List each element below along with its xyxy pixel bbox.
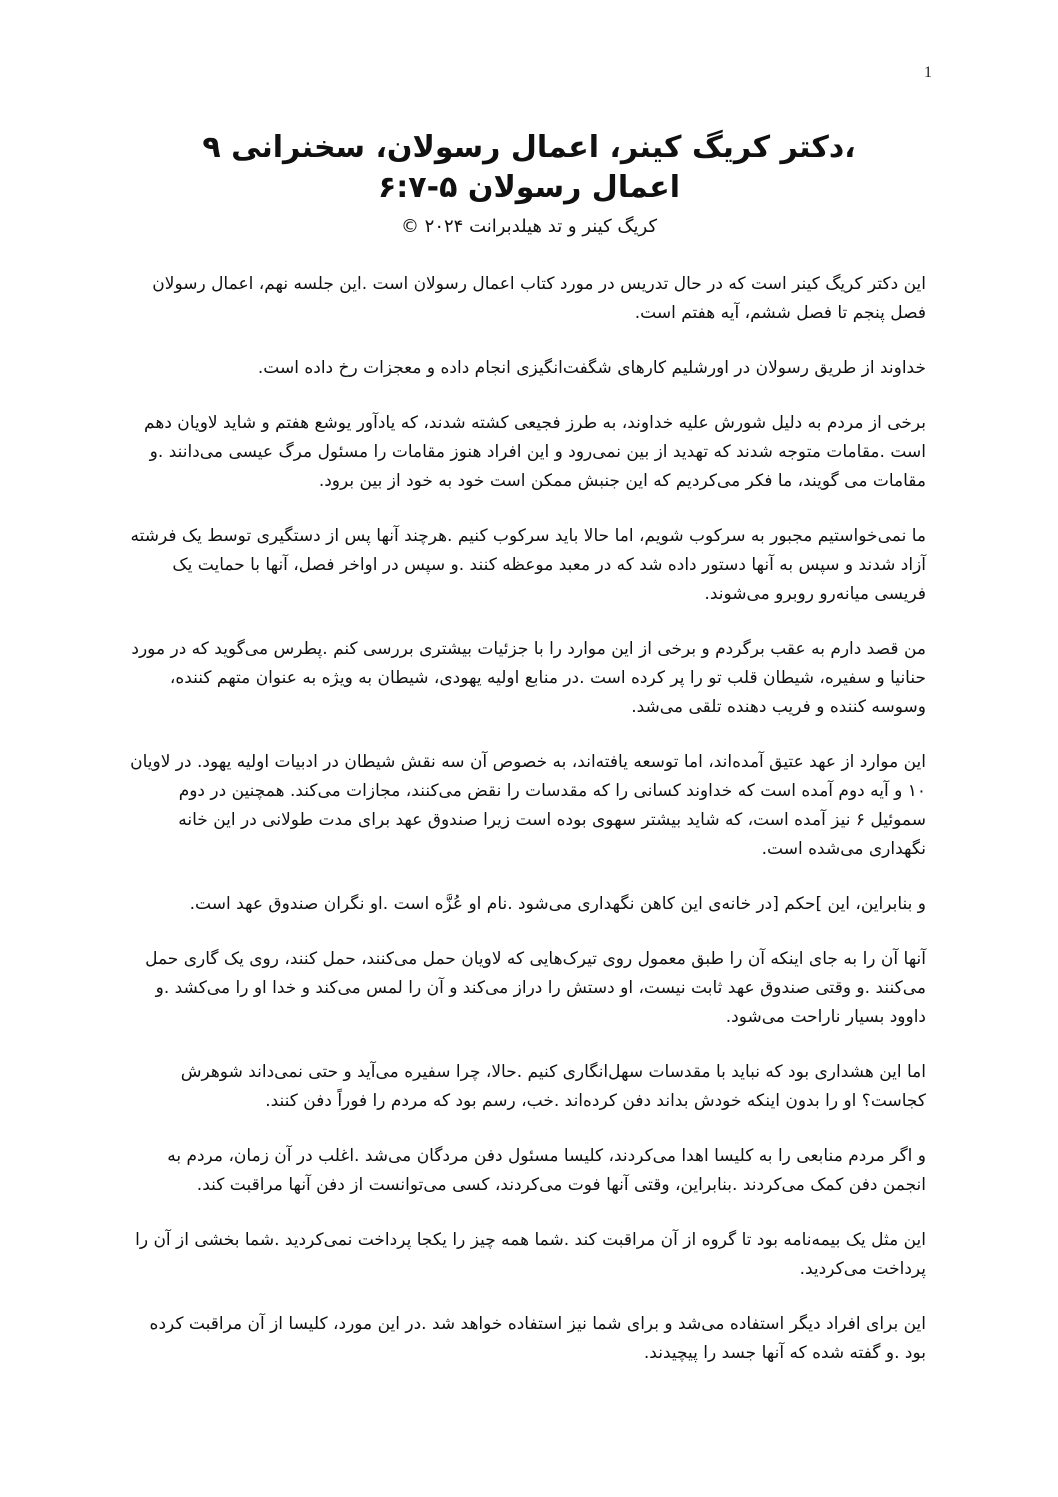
paragraph: ما نمی‌خواستیم مجبور به سرکوب شویم، اما حالا باید سرکوب کنیم .هرچند آنها پس از دستگیری توسط یک فرشته آزاد شدند و سپس به آنها دستور داده شد که در معبد موعظه کنند .و سپس در اواخر فصل، آنها با حمایت یک فریسی میانه‌رو روبرو می‌شوند. bbox=[130, 526, 926, 604]
body-text bbox=[126, 270, 926, 1394]
title-line-1: ،دکتر کریگ کینر، اعمال رسولان، سخنرانی ۹ bbox=[202, 130, 856, 165]
paragraph: من قصد دارم به عقب برگردم و برخی از این موارد را با جزئیات بیشتری بررسی کنم .پطرس می‌گوید که در مورد حنانیا و سفیره، شیطان قلب تو را پر کرده است .در منابع اولیه یهودی، شیطان به ویژه به عنوان متهم کننده، وسوسه کننده و فریب دهنده تلقی می‌شد. bbox=[131, 639, 926, 717]
paragraph: آنها آن را به جای اینکه آن را طبق معمول روی تیرک‌هایی که لاویان حمل می‌کنند، حمل کنند، روی یک گاری حمل می‌کنند .و وقتی صندوق عهد ثابت نیست، او دستش را دراز می‌کند و آن را لمس می‌کند و خدا او را می‌کشد .و داوود بسیار ناراحت می‌شود. bbox=[145, 949, 926, 1027]
paragraph: این برای افراد دیگر استفاده می‌شد و برای شما نیز استفاده خواهد شد .در این مورد، کلیسا از آن مراقبت کرده بود .و گفته شده که آنها جسد را پیچیدند. bbox=[149, 1314, 926, 1363]
paragraph: خداوند از طریق رسولان در اورشلیم کارهای شگفت‌انگیزی انجام داده و معجزات رخ داده است. bbox=[257, 358, 926, 378]
paragraph: این مثل یک بیمه‌نامه بود تا گروه از آن مراقبت کند .شما همه چیز را یکجا پرداخت نمی‌کردید .شما بخشی از آن را پرداخت می‌کردید. bbox=[135, 1230, 926, 1279]
paragraph: و بنابراین، این ]حکم [در خانه‌ی این کاهن نگهداری می‌شود .نام او عُزَّه است .او نگران صندوق عهد است. bbox=[189, 894, 926, 914]
paragraph: اما این هشداری بود که نباید با مقدسات سهل‌انگاری کنیم .حالا، چرا سفیره می‌آید و حتی نمی‌داند شوهرش کجاست؟ او را بدون اینکه خودش بداند دفن کرده‌اند .خب، رسم بود که مردم را فوراً دفن کنند. bbox=[180, 1062, 926, 1111]
paragraph: برخی از مردم به دلیل شورش علیه خداوند، به طرز فجیعی کشته شدند، که یادآور یوشع هفتم و شاید لاویان دهم است .مقامات متوجه شدند که تهدید از بین نمی‌رود و این افراد هنوز مقامات را مسئول مرگ عیسی می‌دانند .و مقامات می گویند، ما فکر می‌کردیم که این جنبش ممکن است خود به خود از بین برود. bbox=[144, 413, 926, 491]
title-line-2: اعمال رسولان ۵-۶:۷ bbox=[378, 170, 680, 205]
paragraph: این موارد از عهد عتیق آمده‌اند، اما توسعه یافته‌اند، به خصوص آن سه نقش شیطان در ادبیات اولیه یهود. در لاویان ۱۰ و آیه دوم آمده است که خداوند کسانی را که مقدسات را نقض می‌کنند، مجازات می‌کند. همچنین در دوم سموئیل ۶ نیز آمده است، که شاید بیشتر سهوی بوده است زیرا صندوق عهد برای مدت طولانی در این خانه نگهداری می‌شده است. bbox=[130, 752, 926, 859]
page-number: 1 bbox=[924, 64, 932, 81]
paragraph: این دکتر کریگ کینر است که در حال تدریس در مورد کتاب اعمال رسولان است .این جلسه نهم، اعمال رسولان فصل پنجم تا فصل ششم، آیه هفتم است. bbox=[152, 274, 926, 323]
copyright-line: کریگ کینر و تد هیلدبرانت ۲۰۲۴ © bbox=[400, 216, 658, 237]
paragraph: و اگر مردم منابعی را به کلیسا اهدا می‌کردند، کلیسا مسئول دفن مردگان می‌شد .اغلب در آن زمان، مردم به انجمن دفن کمک می‌کردند .بنابراین، وقتی آنها فوت می‌کردند، کسی می‌توانست از دفن آنها مراقبت کند. bbox=[167, 1146, 926, 1195]
title-block bbox=[120, 128, 938, 242]
